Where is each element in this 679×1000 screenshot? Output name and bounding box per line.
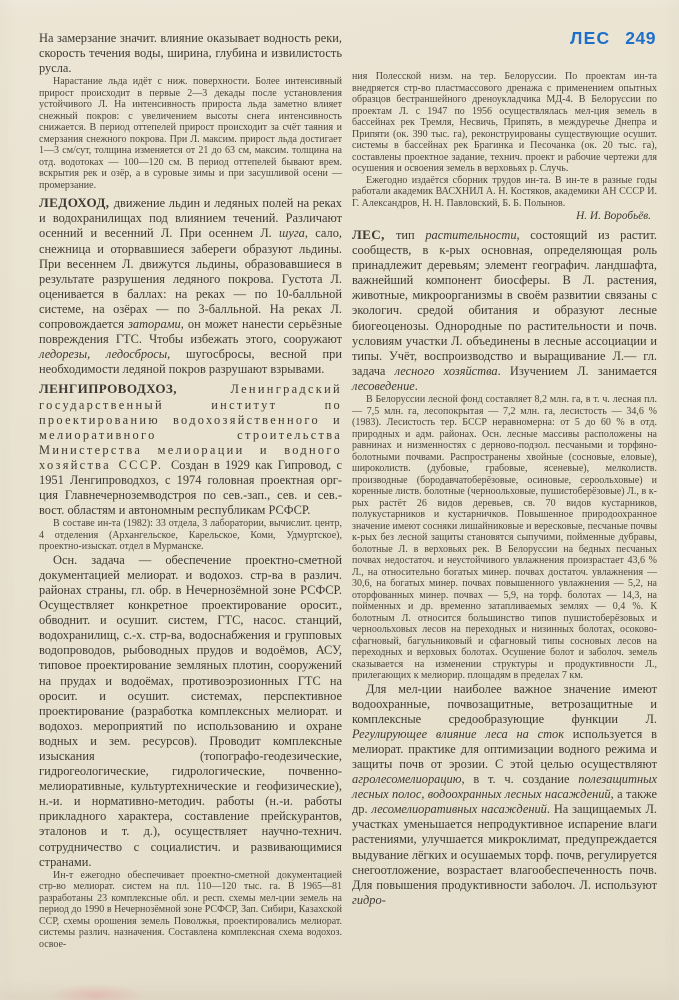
text-run: полезащитных лесных полос, водоохранных лесных насаждений	[352, 772, 657, 802]
paragraph-continuation	[39, 31, 342, 76]
text-run: , состоящий из растит. сообществ, в к-рых основная, определяющая роль принадлежит деревьям; элемент географич. ландшафта, важнейший компонент биосферы. В Л. растения, животные, микроорганизмы в своём развитии связаны с экологич. средой обитания и образуют лесные биогеоценозы. Однородные по растительности и почв. условиям участки Л. объединены в лесные ассоциации и типы. Учёт, воспроизводство и выращивание Л.— гл. задача	[352, 228, 658, 378]
text-run: Н. И. Воробьёв.	[576, 210, 651, 222]
entry-headword: ЛЕС,	[352, 227, 397, 242]
text-run: Нарастание льда идёт с ниж. поверхности. Более интенсивный прирост происходит в первые 2—3 декады после установления устойчивого Л. На интенсивность прироста льда заметно влияет снежный покров: с увеличением высоты снега интенсивность снижается. В период оттепелей прирост происходит за счёт таяния и смерзания снежного покрова. При Л. максим. прирост льда достигает 1—3 см/сут, толщина изменяется от 21 до 63 см, максим. толщина на отд. водотоках — 100—120 см. В период оттепелей бывают врем. вскрытия рек и озёр, а в суровые зимы и при засушливой осени — промерзание.	[39, 76, 342, 191]
paragraph-small	[352, 175, 657, 210]
paragraph-small-continuation	[352, 71, 657, 175]
text-run: , в т. ч. создание	[461, 772, 579, 787]
text-run: В Белоруссии лесной фонд составляет 8,2 млн. га, в т. ч. лесная пл.— 7,5 млн. га, лесопокрытая — 7,2 млн. га, лесистость — 34,6 % (1983). Лесистость тер. БССР неравномерна: от 5 до 60 % в отд. природных и адм. районах. Осн. лесные массивы расположены на равнинах и низменностях с дерново-подзол. песчаными и торфяно-болотными почвами. Распространены хвойные (сосновые, еловые), широколиств. (дубовые, грабовые, ясеневые), мелколиств. производные (бородавчатоберёзовые, осиновые, сероольховые) и коренные листв. болотные (черноольховые, пушистоберёзовые) Л., в к-рых растёт 26 видов деревьев, св. 70 видов кустарников, полукустарников и кустарничков. Повышенное природоохранное значение имеют сосняки лишайниковые и вересковые, песчаные почвы к-рых без лесной защиты становятся сыпучими, пойменные дубравы, болотные Л. в верховьях рек. В Белоруссии на бедных песчаных почвах недостаточ. и неустойчивого увлажнения произрастает 43,6 % Л., на относительно богатых минер. почвах достаточ. увлажнения — 30,6, на богатых минер. почвах повышенного увлажнения — 5,2, на оторфованных минер. почвах — 5,9, на торф. болотах — 14,3, на пойменных и др. временно затапливаемых землях — 0,4 %. К болотным Л. относится большинство типов пушистоберёзовых и черноольховых лесов на переходных и низинных болотах, осоково-сфагновый, багульниковый и сфагновый типы сосновых лесов на переходных и верховых болотах. Осушение болот и заболоч. земель сказывается на изменении структуры и продуктивности Л., прилегающих к мелиорир. площадям в пределах 7 км.	[352, 394, 657, 682]
scan-smudge	[48, 984, 144, 1000]
text-run: агролесомелиорацию	[352, 772, 462, 787]
text-run: . На защищаемых Л. участках уменьшается непродуктивное испарение влаги растениями, улучшается микроклимат, предупреждается выдувание лёгких и осушаемых торф. почв, регулируется снегоотложение, возрастает влагообеспеченность почв. Для повышения продуктивности заболоч. Л. используют	[352, 802, 657, 892]
text-run: растительности	[425, 228, 517, 242]
entry-headword: ЛЕНГИПРОВОДХОЗ,	[39, 381, 231, 397]
paragraph-small	[39, 76, 342, 191]
text-run: ния Полесской низм. на тер. Белоруссии. По проектам ин-та внедряется стр-во пластмассового дренажа с применением опытных образцов бестраншейного дреноукладчика МД-4. В Белоруссии по проектам Л. с 1947 по 1956 осуществлялась мел-ция земель в бассейнах рек Тремля, Несвичь, Припять, в междуречье Днепра и Припяти (ок. 390 тыс. га), реконструированы существующие осушит. системы в бассейнах рек Брагинка и Песочанка (ок. 20 тыс. га), составлены проектное задание, технич. проект и рабочие чертежи для осушения и освоения земель в верховьях р. Случь.	[352, 71, 657, 174]
text-run: ледорезы, ледосбросы	[39, 347, 168, 362]
running-title: ЛЕС	[570, 28, 611, 48]
text-run: лесомелиоративных насаждений	[371, 802, 547, 817]
text-run: , сало, снежница и оторвавшиеся забереги образуют льдины. При весеннем Л. движутся льдины, образовавшиеся в результате разрушения ледяного покрова. Густота Л. оценивается в баллах: на реках — по 10-балльной системе, на озёрах — по 3-балльной. На реках Л. сопровождается	[39, 226, 342, 332]
paragraph-small	[352, 394, 657, 682]
text-run: Для мел-ции наиболее важное значение имеют водоохранные, почвозащитные, ветрозащитные и комплексные средообразующие функции Л.	[352, 681, 657, 726]
text-run: Регулирующее влияние леса на сток	[352, 726, 565, 741]
text-run: Ин-т ежегодно обеспечивает проектно-сметной документацией стр-во мелиорат. систем на пл. 110—120 тыс. га. В 1965—81 разработаны 23 комплексные обл. и респ. схемы мел-ции земель на период до 1990 в Нечернозёмной зоне РСФСР, Зап. Сибири, Казахской ССР, схемы орошения земель Поволжья, проектировались мелиорат. системы различ. назначения. Составлена комплексная схема водохоз. освое-	[39, 869, 342, 950]
entry-ledokhod	[39, 195, 342, 377]
left-column	[39, 31, 342, 950]
entry-headword: ЛЕДОХОД,	[39, 195, 114, 211]
text-run: Ленинградский государственный институт по проектированию водохозяйственного и мелиоративного строительства Министерства мелиорации и водного хозяйства СССР.	[39, 382, 342, 472]
author-signature	[352, 210, 651, 223]
text-run: .	[414, 378, 418, 393]
text-run: заторами	[128, 317, 181, 332]
text-run: Осн. задача — обеспечение проектно-сметной документацией мелиорат. и водохоз. стр-ва в различ. районах страны, гл. обр. в Нечернозёмной зоне РСФСР. Осуществляет конкретное проектирование оросит., обводнит. и осушит. систем, ГТС, насос. станций, водохранилищ, с.-х. стр-ва, водоснабжения и групповых водопроводов, рыбоводных прудов и водоёмов, АСУ, типовое проектирование земляных плотин, сооружений на прудах и водоёмах, противоэрозионных ГТС на оросит. и осушит. системах, перспективное проектирование (разработка комплексных мелиорат. и водохоз. мероприятий по использованию и охране водных и зем. ресурсов). Проводит комплексные изыскания (топографо-геодезические, гидрогеологические, гидрологические, почвенно-мелиоративные, культуртехнические и геофизические), н.-и. и нормативно-методич. работы (н.-и. работы прикладного характера, составление прейскурантов, эталонов и т. д.), осуществляет научно-технич. сотрудничество с социалистич. и развивающимися странами.	[39, 552, 342, 869]
text-run: Ежегодно издаётся сборник трудов ин-та. В ин-те в разные годы работали академик ВАСХНИЛ А. Н. Костяков, академики АН СССР И. Г. Александров, Н. Н. Павловский, Б. Б. Полынов.	[352, 174, 657, 209]
text-run: шуга	[279, 226, 305, 241]
text-run: , он может нанести серьёзные повреждения ГТС. Чтобы избежать этого, сооружают	[39, 317, 342, 347]
text-run: используется в мелиорат. практике для оптимизации водного режима и защиты почв от эрозии. С этой целью осуществляют	[352, 726, 657, 771]
text-run: , а также др.	[352, 787, 657, 817]
text-run: лесного хозяйства	[394, 363, 498, 378]
text-run: гидро-	[352, 892, 386, 907]
page-number: 249	[625, 28, 656, 48]
paragraph-small	[39, 518, 342, 553]
text-run: В составе ин-та (1982): 33 отдела, 3 лаборатории, вычислит. центр, 4 отделения (Архангельское, Карельское, Коми, Удмуртское), проектно-изыскат. отдел в Мурманске.	[39, 518, 342, 553]
text-run: , шугосбросы, весной при необходимости ледяной покров разрушают взрывами.	[39, 347, 342, 377]
entry-les	[352, 227, 657, 394]
entry-lengiprovodkhoz	[39, 381, 342, 518]
text-run: На замерзание значит. влияние оказывает водность реки, скорость течения воды, ширина, глубина и извилистость русла.	[39, 31, 342, 76]
text-run: . Изучением Л. занимается	[497, 363, 657, 378]
text-run: движение льдин и ледяных полей на реках и водохранилищах под влиянием течений. Различают осенний и весенний Л. При осеннем Л.	[39, 196, 342, 241]
text-run: Создан в 1929 как Гипровод, с 1951 Ленгипроводхоз, с 1974 головная проектная орг-ция Главнечерноземводстроя по сев.-зап., сев. и сев.-вост. областям и автономным республикам РСФСР.	[39, 457, 342, 518]
text-run: лесоведение	[352, 378, 415, 393]
paragraph-body	[352, 682, 657, 908]
right-column	[352, 71, 657, 908]
text-run: тип	[396, 228, 426, 242]
page-header	[352, 28, 656, 48]
paragraph-body	[39, 553, 342, 870]
paragraph-small	[39, 870, 342, 951]
